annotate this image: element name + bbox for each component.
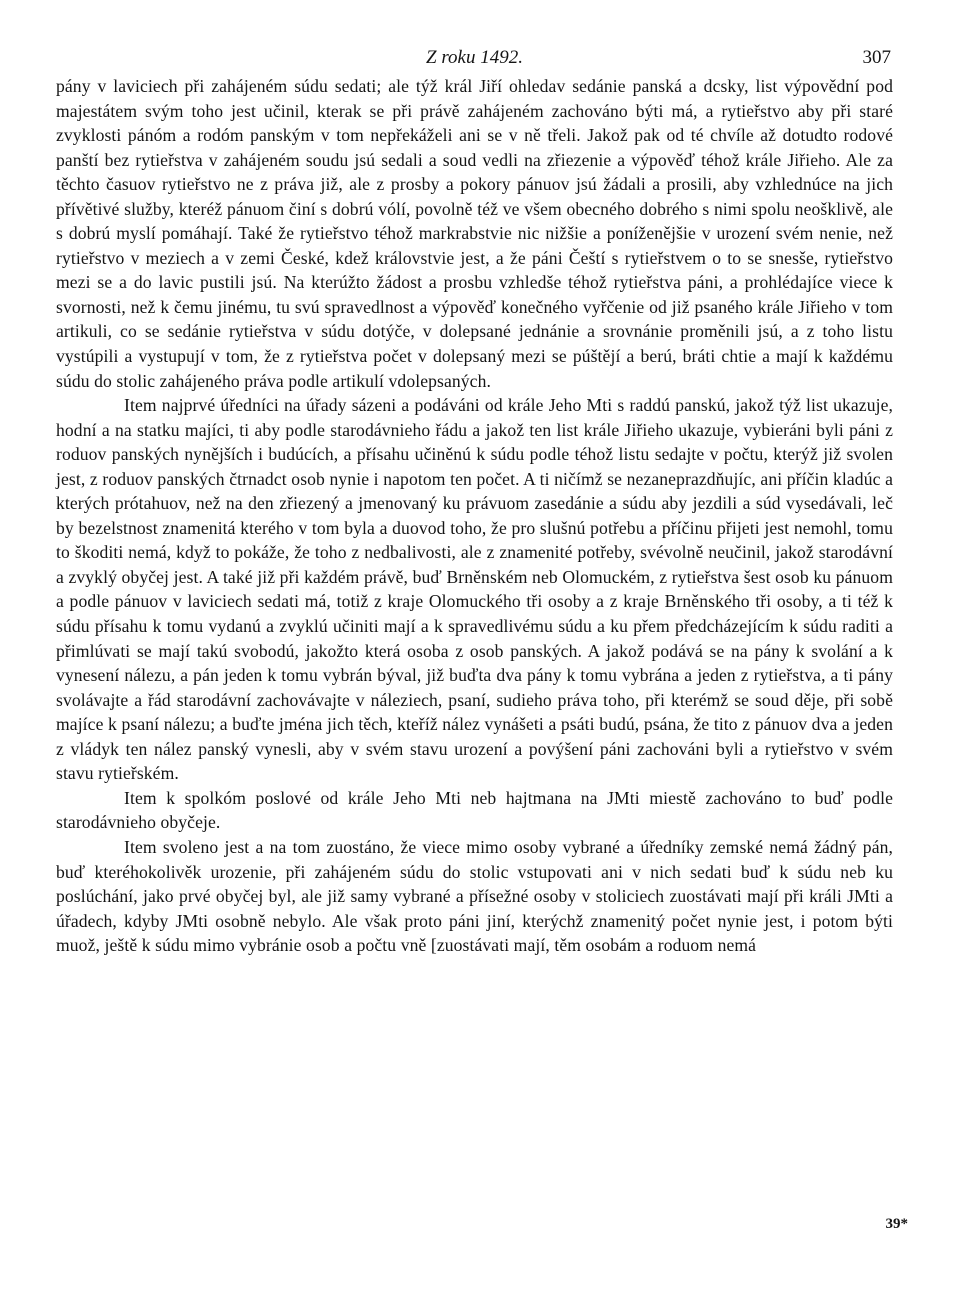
book-page <box>56 44 893 958</box>
running-title: Z roku 1492. <box>426 47 523 68</box>
body-text <box>56 74 893 958</box>
page-number: 307 <box>862 47 891 68</box>
paragraph: Item k spolkóm poslové od krále Jeho Mti neb hajtmana na JMti miestě zachováno to buď podle starodávnieho obyčeje. <box>56 787 893 833</box>
paragraph: pány v laviciech při zahájeném súdu sedati; ale týž král Jiří ohledav sedánie panská a dcsky, list výpovědní pod majestátem svým toho jest učinil, kterak se při právě zahájeném zachováno býti má, a rytieřstvo aby při staré zvyklosti pánóm a rodóm panským v tom nepřekáželi ani se v ně třeli. Jakož pak od té chvíle až dotudto rodové panští bez rytieřstva v zahájeném soudu jsú sedali a soud vedli na zřiezenie a výpověď téhož krále Jiřieho. Ale za těchto časuov rytieřstvo ne z práva již, ale z prosby a pokory pánuov jsú žádali a prosili, aby vzhlednúce na jich přívětivé služby, kteréž pánuom činí s dobrú vólí, povolně též ve všem obecného dobrého s nimi spolu neošklivě, ale s dobrú myslí pomáhají. Také že rytieřstvo téhož markrabstvie nic nižšie a poníženějšie v urození svém nenie, než rytieřstvo v meziech a v zemi České, kdež královstvie jest, a že páni Čeští s rytieřstvem o to se snesše, rytieřstvo mezi se a do lavic pustili jsú. Na kterúžto žádost a prosbu vzhledše téhož rytieřstva páni, a prohlédajíce viece k svornosti, než k čemu jinému, tu svú spravedlnost a výpověď konečného vyřčenie od již psaného krále Jiřieho v tom artikuli, co se sedánie rytieřstva v súdu dotýče, v dolepsané jednánie a srovnánie proměnili jsú, a z toho listu vystúpili a vystupují v tom, že z rytieřstva počet v dolepsaný mezi se púštějí a berú, bráti chtie a mají k každému súdu do stolic zahájeného práva podle artikulí vdolepsaných. <box>56 76 893 391</box>
paragraph: Item svoleno jest a na tom zuostáno, že viece mimo osoby vybrané a úředníky zemské nemá žádný pán, buď kteréhokolivěk urozenie, při zahájeném súdu do stolic vstupovati ani v nich sedati buď k súdu neb ku poslúchání, jako prvé obyčej byl, ale již samy vybrané a přísežné osoby v stoliciech zuostávati mají při králi JMti a úřadech, kdyby JMti osobně nebylo. Ale však proto páni jiní, kterýchž znamenitý počet nynie jest, i potom býti muož, ještě k súdu mimo vybránie osob a počtu vně [zuostávati mají, těm osobám a roduom nemá <box>56 836 893 956</box>
running-head <box>56 44 893 74</box>
paragraph: Item najprvé úředníci na úřady sázeni a podáváni od krále Jeho Mti s raddú panskú, jakož týž list ukazuje, hodní a na statku majíci, ti aby podle starodávnieho řádu a jakož ten list krále Jiřieho ukazuje, vybieráni byli páni z roduov panských nynějších i budúcích, a přísahu učiněnú k súdu podle téhož listu sedajte v počtu, kterýž již svolen jest, z roduov panských čtrnadct osob nynie i napotom ten počet. A ti ničímž se nezaneprazdňujíc, ani příčin kladúc a kterých prótahuov, než na den zřiezený a jmenovaný ku právuom zasedánie a súdu aby jezdili a súd vysedávali, leč by bezelstnost znamenitá kterého v tom byla a duovod toho, že pro slušnú potřebu a příčinu přijeti jest nemohl, tomu to škoditi nemá, když to pokáže, že toho z nedbalivosti, ale z znamenité potřeby, svévolně neučinil, jakož starodávní a zvyklý obyčej jest. A také již při každém právě, buď Brněnském neb Olomuckém, z rytieřstva šest osob ku pánuom a podle pánuov v laviciech sedati má, totiž z kraje Olomuckého tři osoby a z kraje Brněnského tři osoby, a ti též k súdu přísahu k tomu vydanú a zvyklú učiniti mají a k spravedlivému súdu a ku přem předcházejícím k súdu raditi a přimlúvati se mají takú svobodú, jakožto která osoba z osob panských. A jakož podává se na pány k svolání a k vynesení nálezu, a pán jeden k tomu vybrán býval, již buďta dva pány k tomu vybrána a jeden z rytieřstva, a ti pány svolávajte a řád starodávní zachovávajte v náleziech, psaní, sudieho práva toho, při kterémž se soud děje, při sobě majíce k psaní nálezu; a buďte jména jich těch, kteříž nález vynášeti a psáti budú, psána, že tito z pánuov dva a jeden z vládyk ten nález panský vynesli, aby v svém stavu urození a povýšení páni zachováni byli a rytieřstvo v svém stavu rytieřském. <box>56 395 893 784</box>
signature-mark: 39* <box>885 1216 908 1232</box>
